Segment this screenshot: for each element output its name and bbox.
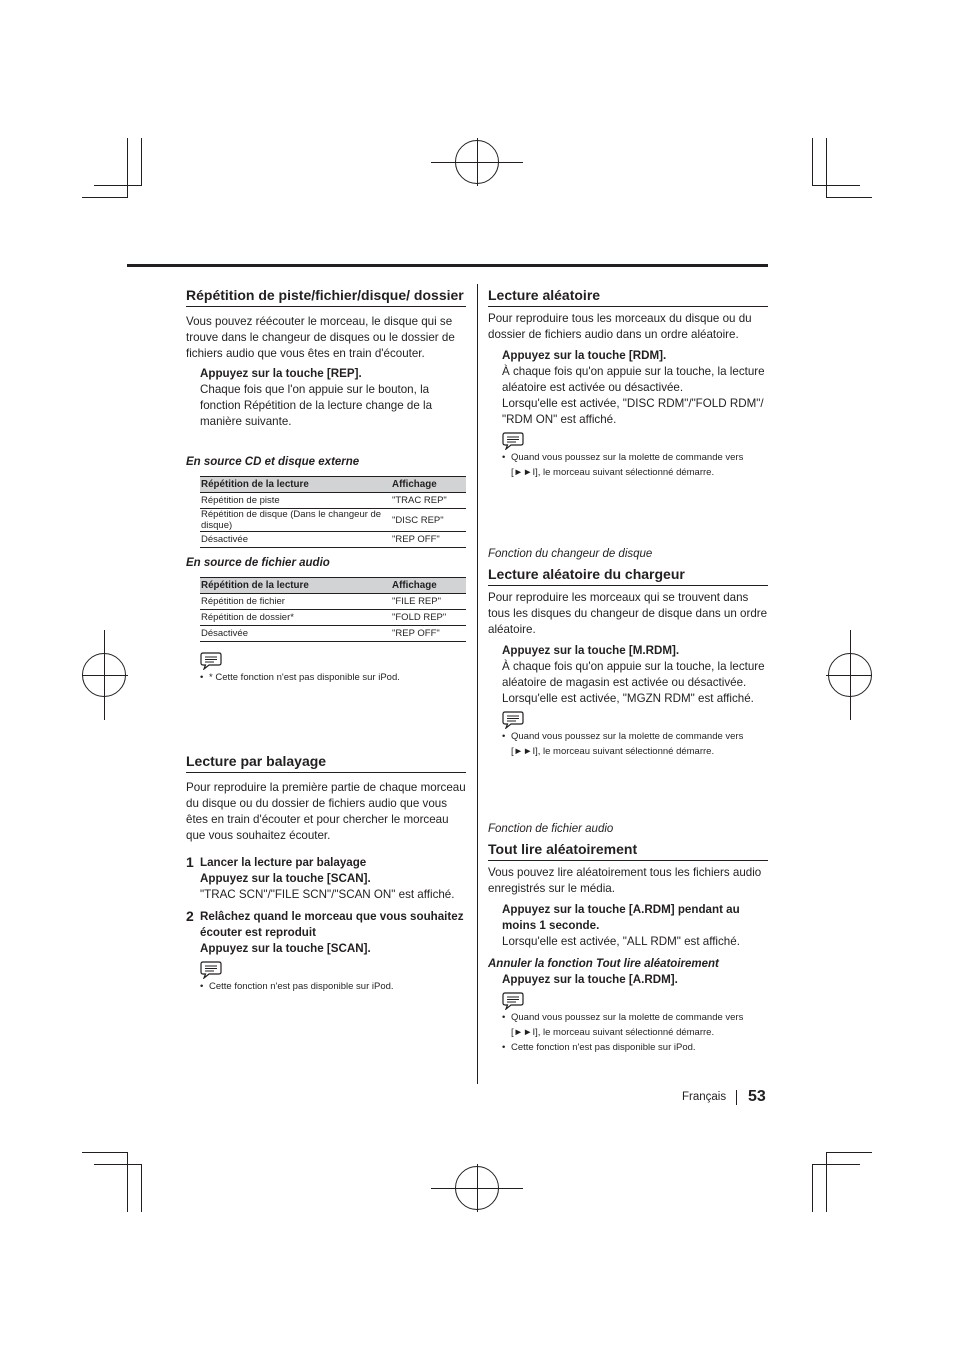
crop-mark <box>94 1164 142 1165</box>
crop-mark <box>812 185 860 186</box>
table-cell: "DISC REP" <box>391 509 466 532</box>
magazine-desc-1: À chaque fois qu'on appuie sur la touche, la lecture aléatoire de magasin est activée ou désactivée. <box>502 660 765 689</box>
crop-mark <box>826 197 872 198</box>
random-intro: Pour reproduire tous les morceaux du disque ou du dossier de fichiers audio dans un ordre aléatoire. <box>488 312 752 341</box>
table-row <box>200 594 466 610</box>
note-item: • Quand vous poussez sur la molette de commande vers [►►I], le morceau suivant sélectionné démarre. <box>502 729 768 759</box>
repeat-title: Répétition de piste/fichier/disque/ dossier <box>186 286 466 307</box>
registration-line <box>82 675 128 676</box>
page-footer <box>682 1088 772 1108</box>
registration-line <box>477 138 478 186</box>
crop-mark <box>141 138 142 186</box>
step-desc: "TRAC SCN"/"FILE SCN"/"SCAN ON" est affiché. <box>200 888 455 901</box>
footer-separator <box>736 1090 737 1105</box>
table-row <box>200 509 466 532</box>
table-cell: Désactivée <box>200 532 391 548</box>
page-number: 53 <box>748 1088 766 1105</box>
step-number: 2 <box>186 908 194 924</box>
table-cell: Répétition de fichier <box>200 594 391 610</box>
all-random-section <box>488 822 768 1055</box>
magazine-section <box>488 547 768 759</box>
crop-mark <box>826 138 827 198</box>
repeat-section <box>186 286 466 430</box>
all-random-notes <box>488 1010 768 1055</box>
scan-title: Lecture par balayage <box>186 752 466 773</box>
all-random-instruction: Appuyez sur la touche [A.RDM] pendant au moins 1 seconde. <box>502 903 740 932</box>
registration-line <box>826 675 872 676</box>
table-cell: Répétition de disque (Dans le changeur de disque) <box>200 509 391 532</box>
repeat-cd-block <box>186 454 466 548</box>
note-item: • Cette fonction n'est pas disponible sur iPod. <box>502 1040 768 1055</box>
footer-language: Français <box>682 1091 727 1103</box>
scan-step-2 <box>186 909 466 957</box>
note-icon <box>200 651 222 670</box>
table-cell: Désactivée <box>200 626 391 642</box>
note-icon <box>200 960 222 979</box>
cancel-instruction: Appuyez sur la touche [A.RDM]. <box>502 973 678 986</box>
scan-notes <box>186 979 466 994</box>
audio-table-heading: En source de fichier audio <box>186 557 330 569</box>
repeat-intro: Vous pouvez réécouter le morceau, le disque qui se trouve dans le changeur de disques ou le dossier de fichiers audio que vous êtes en train d'écouter. <box>186 315 455 360</box>
registration-line <box>104 630 105 720</box>
random-notes <box>488 450 768 480</box>
all-random-title: Tout lire aléatoirement <box>488 840 768 861</box>
crop-mark <box>94 185 142 186</box>
scan-step-1 <box>186 855 466 903</box>
step-title: Lancer la lecture par balayage <box>200 856 367 869</box>
cancel-heading: Annuler la fonction Tout lire aléatoirement <box>488 958 719 970</box>
crop-mark <box>826 1152 872 1153</box>
repeat-instruction: Appuyez sur la touche [REP]. <box>200 367 362 380</box>
table-header: Répétition de la lecture <box>200 477 391 493</box>
cd-repeat-table <box>200 476 466 548</box>
note-item: • Quand vous poussez sur la molette de commande vers [►►I], le morceau suivant sélectionné démarre. <box>502 450 768 480</box>
table-row <box>200 532 466 548</box>
all-random-pre: Fonction de fichier audio <box>488 823 614 835</box>
table-header: Répétition de la lecture <box>200 578 391 594</box>
step-title: Relâchez quand le morceau que vous souhaitez écouter est reproduit <box>200 910 464 939</box>
note-icon <box>502 431 524 450</box>
repeat-audio-block <box>186 555 466 685</box>
all-random-intro: Vous pouvez lire aléatoirement tous les fichiers audio enregistrés sur le média. <box>488 866 762 895</box>
magazine-desc-2: Lorsqu'elle est activée, "MGZN RDM" est affiché. <box>502 692 754 705</box>
cd-table-heading: En source CD et disque externe <box>186 456 360 468</box>
note-item: • * Cette fonction n'est pas disponible sur iPod. <box>200 670 466 685</box>
all-random-desc: Lorsqu'elle est activée, "ALL RDM" est affiché. <box>502 935 740 948</box>
table-row <box>200 493 466 509</box>
random-desc-1: À chaque fois qu'on appuie sur la touche, la lecture aléatoire est activée ou désactivée. <box>502 365 765 394</box>
header-rule <box>127 264 768 267</box>
table-cell: "FILE REP" <box>391 594 466 610</box>
table-cell: "REP OFF" <box>391 626 466 642</box>
crop-mark <box>127 1152 128 1212</box>
table-header: Affichage <box>391 578 466 594</box>
crop-mark <box>812 138 813 186</box>
step-instruction: Appuyez sur la touche [SCAN]. <box>200 942 371 955</box>
scan-section <box>186 752 466 994</box>
registration-line <box>850 630 851 720</box>
table-header-row <box>200 578 466 594</box>
table-cell: Répétition de dossier* <box>200 610 391 626</box>
random-section <box>488 286 768 480</box>
note-item: • Quand vous poussez sur la molette de commande vers [►►I], le morceau suivant sélectionné démarre. <box>502 1010 768 1040</box>
repeat-desc: Chaque fois que l'on appuie sur le bouton, la fonction Répétition de la lecture change de la manière suivante. <box>200 383 433 428</box>
step-instruction: Appuyez sur la touche [SCAN]. <box>200 872 371 885</box>
table-cell: "REP OFF" <box>391 532 466 548</box>
registration-line <box>477 1164 478 1212</box>
scan-intro: Pour reproduire la première partie de chaque morceau du disque ou du dossier de fichiers audio que vous êtes en train d'écouter et pour chercher le morceau que vous souhaitez écouter. <box>186 781 466 842</box>
table-row <box>200 626 466 642</box>
crop-mark <box>826 1152 827 1212</box>
note-item: • Cette fonction n'est pas disponible sur iPod. <box>200 979 466 994</box>
random-title: Lecture aléatoire <box>488 286 768 307</box>
magazine-pre: Fonction du changeur de disque <box>488 548 653 560</box>
step-number: 1 <box>186 854 194 870</box>
magazine-title: Lecture aléatoire du chargeur <box>488 565 768 586</box>
note-icon <box>502 710 524 729</box>
table-cell: "FOLD REP" <box>391 610 466 626</box>
crop-mark <box>127 138 128 198</box>
table-cell: Répétition de piste <box>200 493 391 509</box>
crop-mark <box>82 197 128 198</box>
magazine-instruction: Appuyez sur la touche [M.RDM]. <box>502 644 680 657</box>
crop-mark <box>812 1164 813 1212</box>
table-row <box>200 610 466 626</box>
table-header-row <box>200 477 466 493</box>
random-instruction: Appuyez sur la touche [RDM]. <box>502 349 667 362</box>
table-header: Affichage <box>391 477 466 493</box>
random-desc-2: Lorsqu'elle est activée, "DISC RDM"/"FOLD RDM"/ "RDM ON" est affiché. <box>502 397 764 426</box>
note-icon <box>502 991 524 1010</box>
crop-mark <box>141 1164 142 1212</box>
audio-repeat-table <box>200 577 466 642</box>
magazine-notes <box>488 729 768 759</box>
magazine-intro: Pour reproduire les morceaux qui se trouvent dans tous les disques du changeur de disque dans un ordre aléatoire. <box>488 591 768 636</box>
crop-mark <box>82 1152 128 1153</box>
table-cell: "TRAC REP" <box>391 493 466 509</box>
repeat-notes <box>186 670 466 685</box>
column-divider <box>477 284 478 1084</box>
crop-mark <box>812 1164 860 1165</box>
